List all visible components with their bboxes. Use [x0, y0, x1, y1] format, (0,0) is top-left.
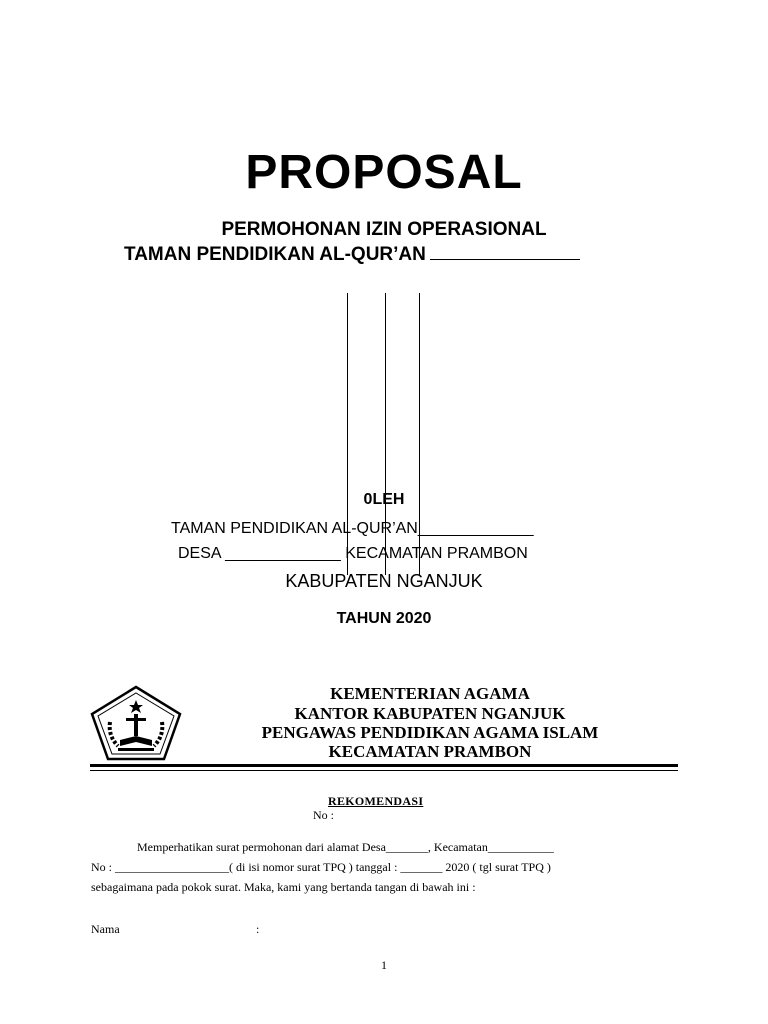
recommendation-heading: REKOMENDASI — [328, 794, 424, 808]
letter-paragraph-line3: sebagaimana pada pokok surat. Maka, kami yang bertanda tangan di bawah ini : — [91, 880, 476, 894]
proposal-subtitle-line2 — [124, 241, 580, 266]
letterhead-supervisor: PENGAWAS PENDIDIKAN AGAMA ISLAM — [261, 723, 599, 742]
subtitle-line2-text: TAMAN PENDIDIKAN AL-QUR’AN — [124, 244, 426, 265]
kementerian-agama-logo-icon — [88, 684, 184, 762]
village-district-line: DESA _____________ KECAMATAN PRAMBON — [178, 545, 528, 562]
regency-name: KABUPATEN NGANJUK — [285, 571, 483, 591]
letterhead-district: KECAMATAN PRAMBON — [328, 742, 532, 761]
institution-name: TAMAN PENDIDIKAN AL-QUR’AN_____________ — [171, 520, 534, 537]
letterhead-divider-thin — [90, 770, 678, 771]
proposal-title: PROPOSAL — [245, 146, 523, 199]
name-colon: : — [256, 922, 260, 936]
proposal-subtitle-line1: PERMOHONAN IZIN OPERASIONAL — [221, 219, 547, 240]
subtitle-blank-field — [430, 241, 580, 260]
letterhead-divider-thick — [90, 764, 678, 767]
letter-paragraph-line1: Memperhatikan surat permohonan dari alamat Desa_______, Kecamatan___________ — [137, 840, 554, 854]
page-number: 1 — [381, 958, 387, 972]
name-label: Nama — [91, 922, 120, 936]
letterhead-office: KANTOR KABUPATEN NGANJUK — [294, 704, 566, 723]
by-label: 0LEH — [363, 491, 405, 508]
year-label: TAHUN 2020 — [336, 610, 432, 627]
letterhead-ministry: KEMENTERIAN AGAMA — [330, 684, 530, 703]
letter-paragraph-line2: No : ___________________( di isi nomor surat TPQ ) tanggal : _______ 2020 ( tgl surat TPQ ) — [91, 860, 551, 874]
recommendation-number: No : — [313, 808, 334, 822]
